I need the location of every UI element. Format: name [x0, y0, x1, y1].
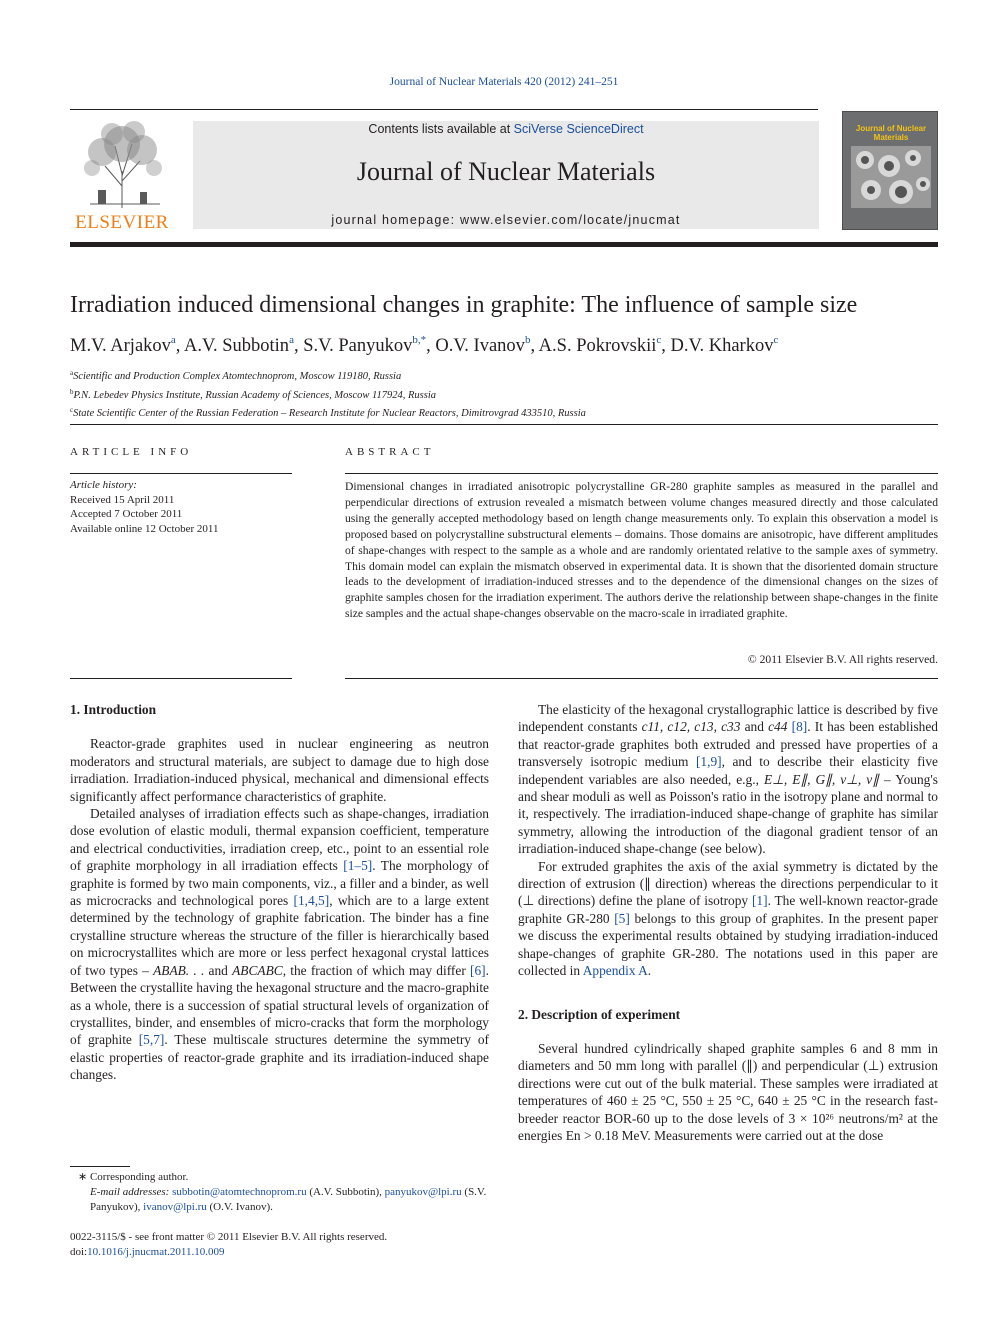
author: D.V. Kharkov — [670, 336, 774, 356]
author: M.V. Arjakov — [70, 336, 171, 356]
doi-line — [70, 1245, 490, 1260]
author-affiliation-mark[interactable]: a — [170, 334, 176, 346]
doi-label: doi: — [70, 1245, 88, 1258]
affiliation — [70, 403, 950, 422]
author-list — [70, 334, 950, 357]
journal-title: Journal of Nuclear Materials — [356, 157, 656, 186]
appendix-link[interactable]: Appendix A — [582, 963, 648, 979]
reference-link[interactable]: [6] — [470, 962, 486, 978]
reference-link[interactable]: [5] — [614, 910, 630, 926]
history-label: Article history: — [70, 479, 137, 491]
article-history — [70, 478, 292, 536]
email-note — [70, 1185, 490, 1215]
stacking-abab: ABAB. . . — [153, 962, 205, 978]
text-run: (O.V. Ivanov). — [206, 1201, 273, 1213]
author-separator: , — [530, 336, 539, 356]
abstract-text: Dimensional changes in irradiated anisotropic polycrystalline GR-280 graphite samples as measured in the parallel and perpendicular directions of extrusion revealed a mismatch between volume changes measured directly and those calculated using the generally accepted methodology based on length change measurements only. To explain this observation a model is proposed based on polycrystalline substructural elements – domains. Those domains are anisotropic, have different amplitudes of shape-changes with respect to the sample as a whole and are randomly orientated relative to the sample axes of symmetry. This domain model can explain the mismatch observed in experimental data. It is shown that the disoriented domain structure leads to the development of irradiation-induced stresses and to the dependence of the dimensional changes on the sizes of graphite samples chosen for the irradiation experiment. The authors derive the relationship between shape-changes in the finite size samples and the actual shape-changes observable on the macro-scale in irradiated graphite. — [345, 480, 938, 621]
affiliation-mark: b — [70, 387, 74, 396]
author: A.V. Subbotin — [184, 336, 290, 356]
experiment-paragraph: Several hundred cylindrically shaped graphite samples 6 and 8 mm in diameters and 50 mm long with parallel (∥) and perpendicular (⊥) extrusion directions were cut out of the bulk material. These samples were irradiated at temperatures of 460 ± 25 °C, 550 ± 25 °C, 640 ± 25 °C in the research fast-breeder reactor BOR-60 up to the dose levels of 3 × 10²⁶ neutrons/m² at the energies En > 0.18 MeV. Measurements were carried out at the dose — [518, 1040, 938, 1143]
text-run: . These multiscale structures determine the symmetry of elastic properties of reactor-grade graphite and its irradiation-induced shape changes. — [70, 1032, 489, 1083]
tree-icon — [70, 116, 174, 212]
text-run: , and to describe their elasticity five independent variables are also needed, e.g., — [518, 754, 938, 787]
abstract-bottom-rule — [345, 678, 938, 679]
reference-link[interactable]: [1,4,5] — [293, 893, 330, 909]
affiliation — [70, 385, 950, 404]
author-separator: , — [661, 336, 671, 356]
author: S.V. Panyukov — [303, 336, 413, 356]
text-run: (A.V. Subbotin), — [306, 1186, 385, 1198]
affiliation-list — [70, 366, 950, 422]
text-run: . — [647, 963, 652, 979]
author-affiliation-mark[interactable]: b,* — [412, 334, 427, 346]
author-affiliation-mark[interactable]: a — [289, 334, 294, 346]
elastic-constants: c11, c12, c13, c33 — [641, 719, 741, 735]
footnotes — [70, 1170, 490, 1215]
paper-title: Irradiation induced dimensional changes in graphite: The influence of sample size — [70, 292, 858, 318]
corresponding-author-note: ∗ Corresponding author. — [78, 1171, 189, 1183]
front-matter-info — [70, 1230, 490, 1259]
affiliation-mark: a — [70, 369, 74, 377]
contents-prefix: Contents lists available at — [368, 122, 514, 136]
elsevier-logo — [70, 116, 174, 232]
abstract-heading: ABSTRACT — [345, 446, 435, 458]
email-label: E-mail addresses: — [90, 1186, 170, 1198]
elsevier-wordmark: ELSEVIER — [75, 212, 169, 233]
masthead-top-rule — [70, 109, 818, 110]
text-run: – Young's and shear moduli as well as Poisson's ratio in the isotropy plane and normal to it, respectively. The irradiation-induced shape-change of graphite has similar symmetry, allowing the introduction of the diagonal gradient tensor of an irradiation-induced shape-change (see below). — [518, 771, 938, 857]
experiment-heading: 2. Description of experiment — [518, 1006, 681, 1022]
doi-link[interactable]: 10.1016/j.jnucmat.2011.10.009 — [87, 1245, 225, 1258]
affiliation-text: State Scientific Center of the Russian Federation – Research Institute for Nuclear Reactors, Dimitrovgrad 433510, Russia — [73, 408, 586, 419]
text-run: . It has been established that reactor-grade graphites both extruded and pressed have properties of a transversely isotropic medium — [518, 719, 939, 770]
intro-paragraph-2 — [70, 805, 489, 1084]
reference-link[interactable]: [1,9] — [695, 754, 722, 770]
text-run: , which are to a large extent determined by the technology of graphite fabrication. The binder has a fine crystalline structure whereas the structure of the filler is hierarchically based on microcrystallites which are more or less perfect hexagonal crystal lattices of two types – — [70, 893, 489, 978]
intro-heading: 1. Introduction — [70, 702, 157, 717]
contents-line — [193, 121, 819, 136]
affiliation-text: Scientific and Production Complex Atomtechnoprom, Moscow 119180, Russia — [73, 371, 402, 382]
author-affiliation-mark[interactable]: c — [656, 334, 662, 346]
text-run: The elasticity of the hexagonal crystallographic lattice is described by five independent constants — [518, 702, 938, 735]
affiliation-text: P.N. Lebedev Physics Institute, Russian Academy of Sciences, Moscow 117924, Russia — [73, 389, 436, 401]
journal-citation[interactable]: Journal of Nuclear Materials 420 (2012) 241–251 — [389, 76, 619, 88]
right-column — [518, 701, 938, 1144]
affiliation — [70, 366, 950, 385]
reference-link[interactable]: [1] — [751, 893, 768, 909]
text-run: Detailed analyses of irradiation effects such as shape-changes, irradiation dose evolution of elastic moduli, thermal expansion coefficient, temperature and electrical conductivities, irradiation creep, etc., point to an essential role of graphite morphology in all irradiation effects — [70, 806, 489, 874]
received-date: Received 15 April 2011 — [70, 493, 175, 506]
author-affiliation-mark[interactable]: c — [773, 334, 779, 346]
text-run: belongs to this group of graphites. In the present paper we discuss the experimental results obtained by studying irradiation-induced shape-changes of graphite GR-280. The notations used in this paper are collected in — [518, 910, 938, 979]
email-link[interactable]: ivanov@lpi.ru — [143, 1201, 207, 1213]
email-link[interactable]: panyukov@lpi.ru — [384, 1186, 462, 1198]
reference-link[interactable]: [1–5] — [343, 858, 373, 874]
author-affiliation-mark[interactable]: b — [524, 334, 531, 346]
footnote-rule — [70, 1166, 130, 1167]
author-separator: , — [293, 336, 304, 356]
extrusion-paragraph — [518, 858, 938, 980]
journal-cover[interactable] — [842, 111, 938, 230]
text-run: (S.V. Panyukov), — [90, 1186, 487, 1213]
issn-line: 0022-3115/$ - see front matter © 2011 Elsevier B.V. All rights reserved. — [70, 1231, 388, 1243]
reference-link[interactable]: [8] — [791, 719, 808, 735]
abstract-rule — [345, 473, 938, 474]
stacking-abcabc: ABCABC — [232, 962, 283, 978]
elastic-constant-c44: c44 — [768, 719, 788, 735]
abstract-copyright: © 2011 Elsevier B.V. All rights reserved. — [747, 653, 938, 666]
cover-title: Journal of Nuclear Materials — [855, 124, 927, 142]
elasticity-paragraph — [518, 701, 938, 858]
accepted-date: Accepted 7 October 2011 — [70, 508, 183, 520]
text-run: . The well-known reactor-grade graphite GR-280 — [518, 893, 938, 926]
journal-homepage[interactable]: journal homepage: www.elsevier.com/locate/jnucmat — [331, 213, 681, 227]
author: A.S. Pokrovskii — [538, 336, 657, 356]
text-run: . The morphology of graphite is formed by two main components, viz., a filler and a binder, as well as microcracks and technological pores — [70, 858, 490, 909]
text-run: , the fraction of which may differ — [282, 962, 471, 978]
article-info-rule — [70, 473, 292, 474]
title-divider — [70, 424, 938, 425]
article-info-bottom-rule — [70, 678, 292, 679]
reference-link[interactable]: [5,7] — [138, 1032, 165, 1048]
affiliation-mark: c — [70, 406, 74, 414]
masthead-banner — [193, 121, 819, 229]
article-info-heading: ARTICLE INFO — [70, 446, 193, 458]
text-run: and — [204, 962, 233, 978]
elastic-variables: E⊥, E∥, G∥, v⊥, v∥ — [763, 771, 879, 787]
author: O.V. Ivanov — [435, 336, 525, 356]
left-column — [70, 701, 489, 1084]
author-separator: , — [175, 336, 185, 356]
text-run: For extruded graphites the axis of the axial symmetry is dictated by the direction of extrusion (∥ direction) whereas the directions perpendicular to it (⊥ directions) define the plane of isotropy — [518, 858, 938, 909]
author-separator: , — [426, 336, 436, 356]
text-run: . Between the crystallite having the hexagonal structure and the macro-graphite as a whole, there is a succession of spatial structural levels of organization of crystallites, binder, and ensembles of micro-cracks that form the morphology of graphite — [70, 962, 489, 1048]
email-link[interactable]: subbotin@atomtechnoprom.ru — [172, 1186, 307, 1198]
masthead-bottom-rule — [70, 242, 938, 247]
intro-paragraph-1: Reactor-grade graphites used in nuclear engineering as neutron moderators and structural materials, are subject to damage due to high dose irradiation. Irradiation-induced physical, mechanical and dimensional effects significantly affect performance characteristics of graphite. — [70, 736, 489, 804]
online-date: Available online 12 October 2011 — [70, 522, 219, 535]
cover-image — [851, 146, 931, 208]
sciencedirect-link[interactable]: SciVerse ScienceDirect — [513, 122, 644, 136]
text-run: and — [740, 719, 769, 735]
